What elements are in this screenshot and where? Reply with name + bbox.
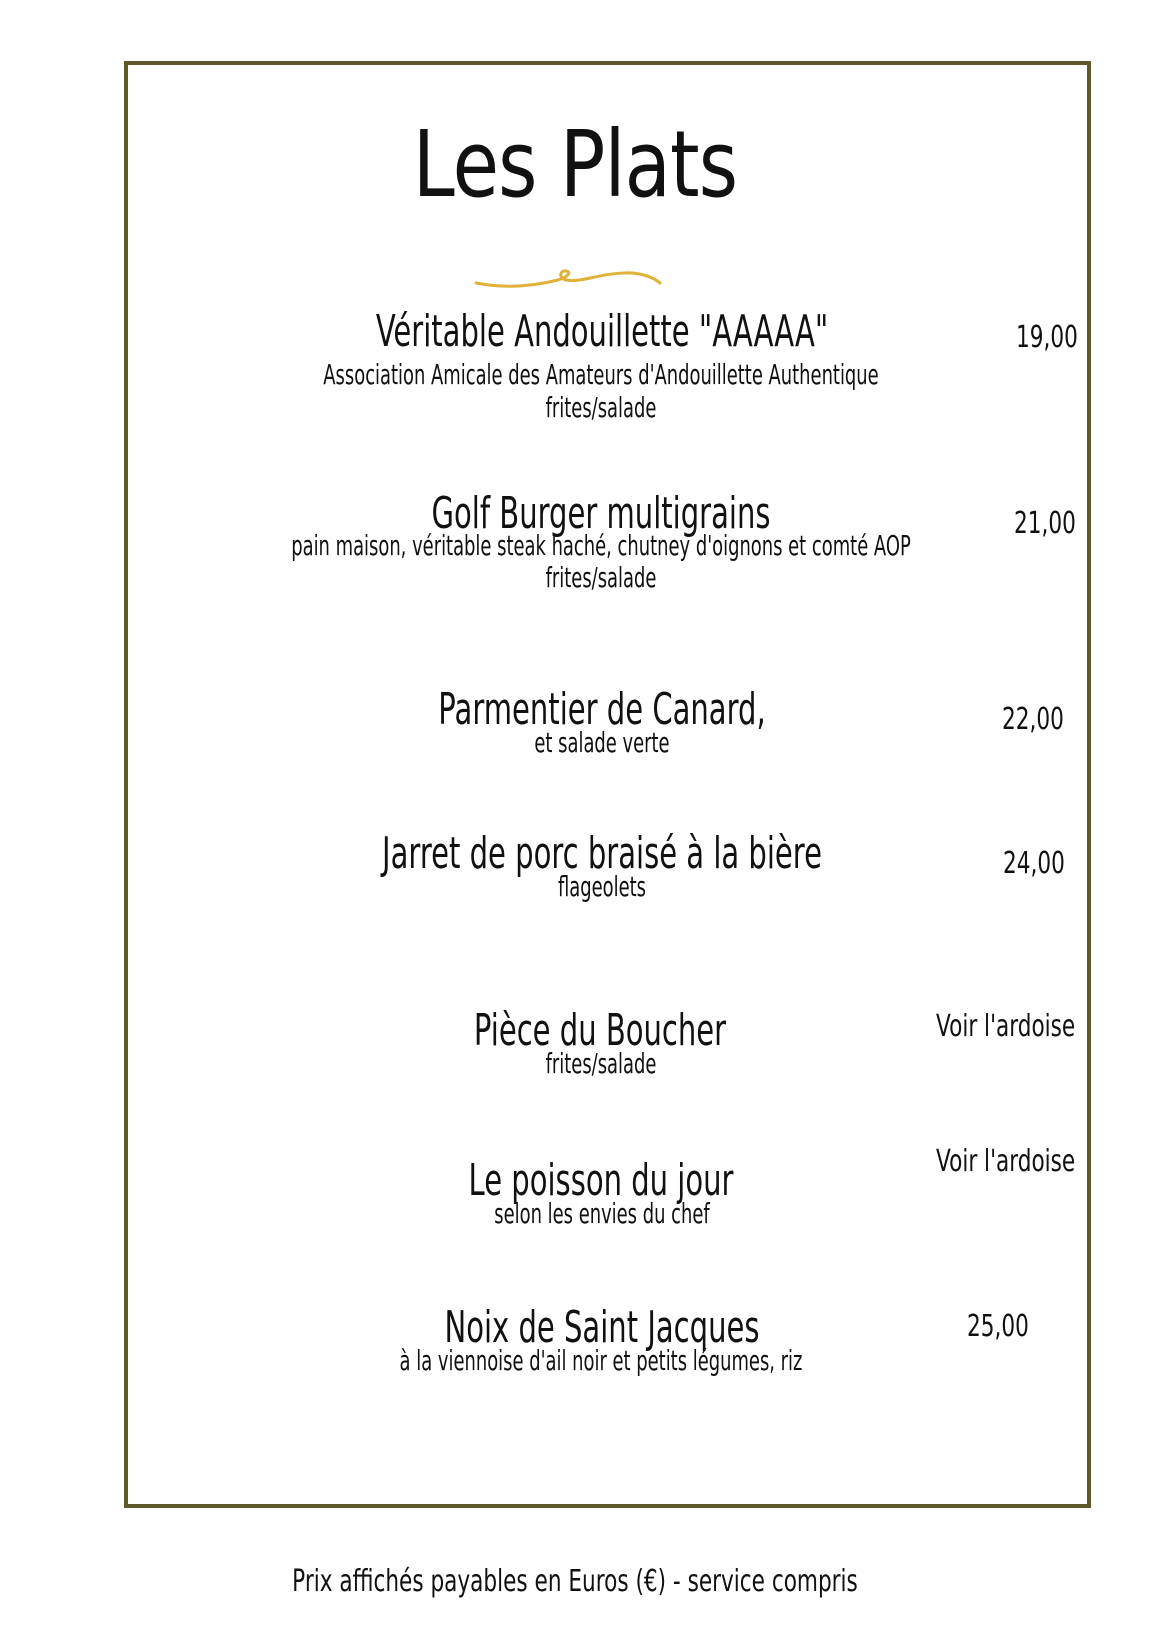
- gold-flourish-icon: [472, 266, 664, 292]
- dish-description: selon les envies du chef: [494, 1197, 710, 1230]
- dish-price: 24,00: [1003, 846, 1065, 881]
- dish-description: pain maison, véritable steak haché, chutney d'oignons et comté AOP: [291, 529, 911, 562]
- footer-note: Prix affichés payables en Euros (€) - service compris: [292, 1564, 858, 1599]
- dish-description: à la viennoise d'ail noir et petits légumes, riz: [399, 1344, 803, 1377]
- dish-price: 21,00: [1014, 506, 1076, 541]
- dish-name: Le poisson du jour: [468, 1155, 734, 1206]
- dish-price: 19,00: [1016, 320, 1078, 355]
- dish-name: Golf Burger multigrains: [431, 488, 771, 539]
- dish-description: frites/salade: [545, 391, 657, 424]
- dish-price: Voir l'ardoise: [936, 1144, 1076, 1179]
- dish-price: 25,00: [967, 1309, 1029, 1344]
- dish-description: Association Amicale des Amateurs d'Andouillette Authentique: [323, 358, 879, 391]
- dish-price: 22,00: [1002, 702, 1064, 737]
- dish-name: Pièce du Boucher: [473, 1005, 727, 1056]
- dish-price: Voir l'ardoise: [936, 1009, 1076, 1044]
- dish-name: Parmentier de Canard,: [438, 684, 766, 735]
- dish-description: et salade verte: [534, 726, 670, 759]
- dish-description: flageolets: [558, 870, 646, 903]
- dish-name: Noix de Saint Jacques: [444, 1302, 760, 1353]
- page-title: Les Plats: [412, 111, 738, 218]
- dish-name: Jarret de porc braisé à la bière: [382, 828, 822, 879]
- dish-description: frites/salade: [545, 561, 657, 594]
- dish-description: frites/salade: [545, 1047, 657, 1080]
- dish-name: Véritable Andouillette "AAAAA": [375, 306, 829, 357]
